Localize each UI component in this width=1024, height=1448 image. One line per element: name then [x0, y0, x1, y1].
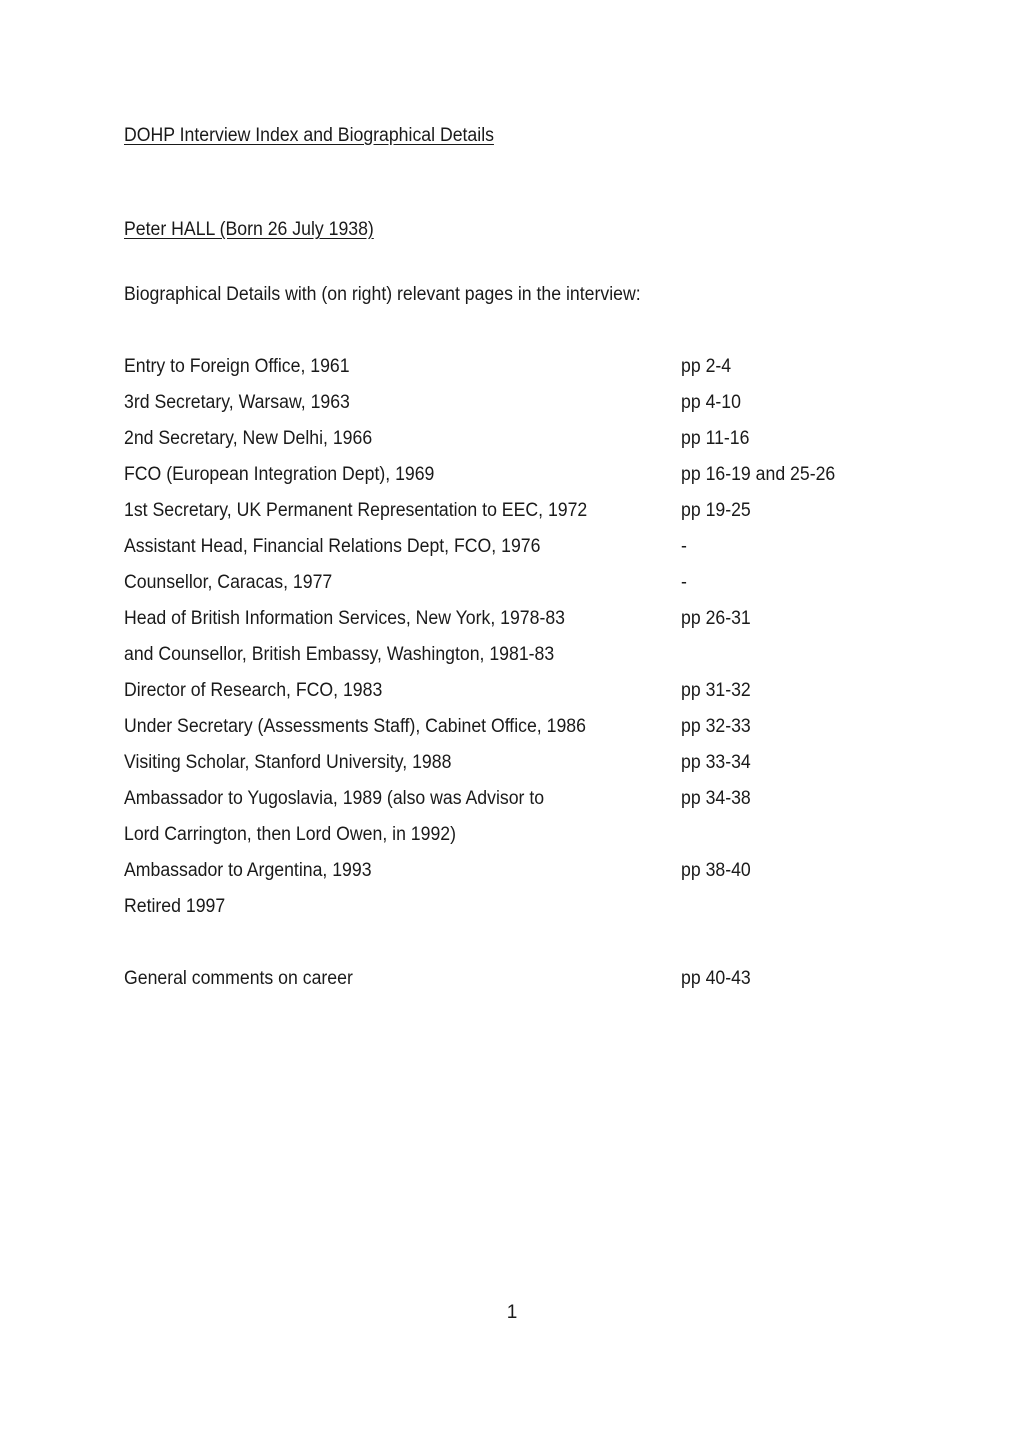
row-left: Head of British Information Services, New York, 1978-83 [124, 608, 565, 629]
row-left: Assistant Head, Financial Relations Dept, FCO, 1976 [124, 536, 541, 557]
row-left: 1st Secretary, UK Permanent Representation to EEC, 1972 [124, 500, 588, 521]
row-left: 2nd Secretary, New Delhi, 1966 [124, 428, 373, 449]
document-heading: DOHP Interview Index and Biographical Details [124, 125, 494, 146]
row-pages: pp 4-10 [681, 392, 741, 413]
page-number: 1 [506, 1302, 518, 1323]
row-pages: pp 32-33 [681, 716, 751, 737]
row-pages: pp 34-38 [681, 788, 751, 809]
row-pages: pp 31-32 [681, 680, 751, 701]
row-left: Director of Research, FCO, 1983 [124, 680, 383, 701]
row-left: Ambassador to Yugoslavia, 1989 (also was Advisor to [124, 788, 545, 809]
general-comments-label: General comments on career [124, 968, 353, 989]
row-left: Visiting Scholar, Stanford University, 1988 [124, 752, 452, 773]
row-pages: - [681, 572, 687, 593]
row-pages: pp 16-19 and 25-26 [681, 464, 836, 485]
subject-name: Peter HALL (Born 26 July 1938) [124, 219, 374, 240]
row-left: Under Secretary (Assessments Staff), Cabinet Office, 1986 [124, 716, 586, 737]
row-left: and Counsellor, British Embassy, Washington, 1981-83 [124, 644, 555, 665]
row-pages: pp 2-4 [681, 356, 732, 377]
row-left: 3rd Secretary, Warsaw, 1963 [124, 392, 350, 413]
row-left: Lord Carrington, then Lord Owen, in 1992) [124, 824, 457, 845]
row-pages: pp 19-25 [681, 500, 751, 521]
row-pages: pp 38-40 [681, 860, 751, 881]
row-left: Counsellor, Caracas, 1977 [124, 572, 333, 593]
general-comments-pages: pp 40-43 [681, 968, 751, 989]
row-pages: pp 33-34 [681, 752, 751, 773]
row-left: FCO (European Integration Dept), 1969 [124, 464, 435, 485]
intro-text: Biographical Details with (on right) relevant pages in the interview: [124, 284, 641, 305]
row-pages: pp 11-16 [681, 428, 750, 449]
row-pages: - [681, 536, 687, 557]
row-pages: pp 26-31 [681, 608, 751, 629]
row-left: Ambassador to Argentina, 1993 [124, 860, 372, 881]
row-left: Entry to Foreign Office, 1961 [124, 356, 350, 377]
row-left: Retired 1997 [124, 896, 226, 917]
